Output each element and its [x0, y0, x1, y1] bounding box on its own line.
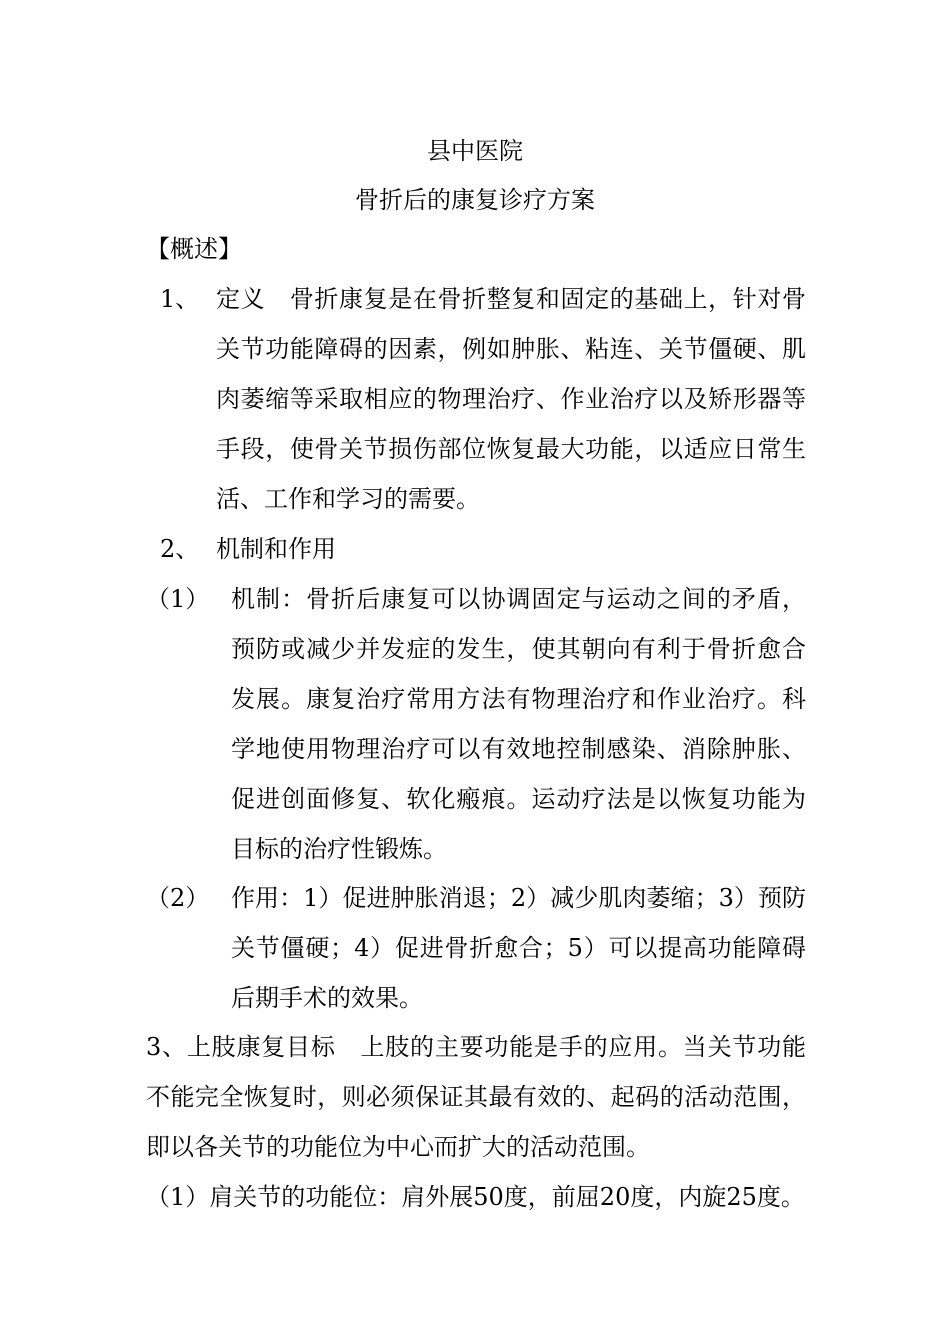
sub-item-1-text: 机制：骨折后康复可以协调固定与运动之间的矛盾，预防或减少并发症的发生，使其朝向有利于骨折愈合发展。康复治疗常用方法有物理治疗和作业治疗。科学地使用物理治疗可以有效地控制感染、消除肿胀、促进创面修复、软化瘢痕。运动疗法是以恢复功能为目标的治疗性锻炼。	[231, 585, 806, 863]
item-1-text: 定义 骨折康复是在骨折整复和固定的基础上，针对骨关节功能障碍的因素，例如肿胀、粘连、关节僵硬、肌肉萎缩等采取相应的物理治疗、作业治疗以及矫形器等手段，使骨关节损伤部位恢复最大功能，以适应日常生活、工作和学习的需要。	[216, 285, 806, 513]
item-2-text: 机制和作用	[216, 535, 336, 563]
sub-item-2-number: （2）	[146, 884, 210, 912]
sub-item-3-paragraph: （1）肩关节的功能位：肩外展50度，前屈20度，内旋25度。	[146, 1183, 805, 1211]
item-3-paragraph: 3、上肢康复目标 上肢的主要功能是手的应用。当关节功能不能完全恢复时，则必须保证其最有效的、起码的活动范围，即以各关节的功能位为中心而扩大的活动范围。	[146, 1033, 806, 1161]
sub-item-2-text: 作用：1）促进肿胀消退；2）减少肌肉萎缩；3）预防关节僵硬；4）促进骨折愈合；5）可以提高功能障碍后期手术的效果。	[231, 884, 806, 1012]
item-1-number: 1、	[160, 285, 200, 313]
sub-item-1-number: （1）	[146, 585, 210, 613]
hospital-name: 县中医院	[427, 137, 523, 165]
document-title: 骨折后的康复诊疗方案	[355, 186, 595, 214]
item-2-number: 2、	[160, 535, 200, 563]
section-heading: 【概述】	[146, 235, 242, 263]
